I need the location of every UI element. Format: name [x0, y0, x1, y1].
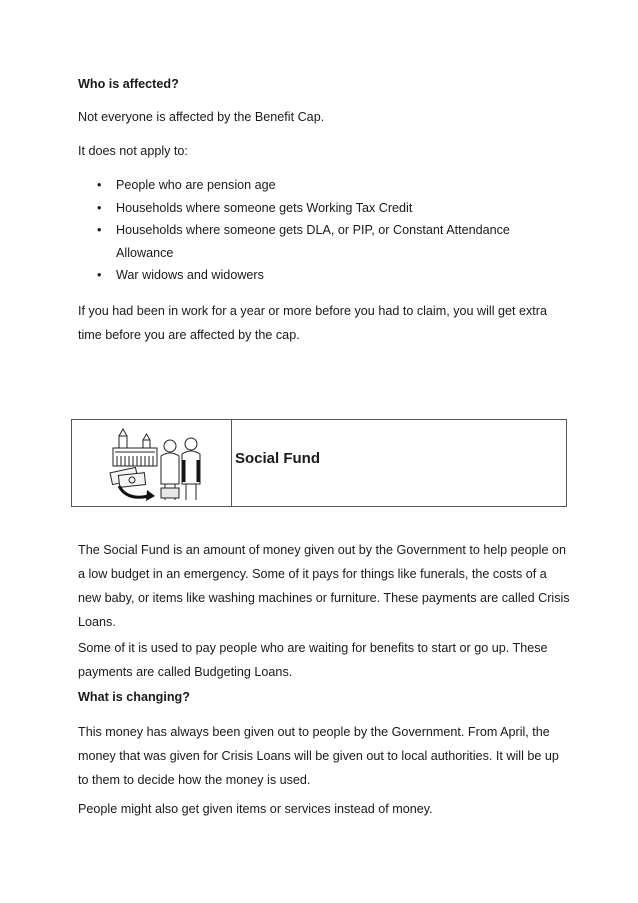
list-item-text: Households where someone gets DLA, or PIP, or Constant Attendance Allowance	[116, 223, 510, 260]
list-item-text: Households where someone gets Working Tax Credit	[116, 200, 413, 215]
paragraph-not-everyone: Not everyone is affected by the Benefit Cap.	[78, 110, 325, 124]
list-item-text: War widows and widowers	[116, 268, 264, 282]
bullet-icon: •	[97, 178, 102, 192]
list-item	[78, 174, 538, 197]
list-item	[78, 219, 538, 264]
social-fund-header-box	[71, 419, 567, 507]
paragraph-extra-time: If you had been in work for a year or more before you had to claim, you will get extra time before you are affected by the cap.	[78, 304, 548, 342]
bullet-icon: •	[97, 223, 102, 237]
list-item	[78, 264, 538, 287]
heading-who-is-affected: Who is affected?	[78, 77, 179, 91]
paragraph-changing: This money has always been given out to people by the Government. From April, the money that was given for Crisis Loans will be given out to local authorities. It will be up to them to decide how the money is used.	[78, 725, 559, 787]
heading-what-is-changing: What is changing?	[78, 690, 190, 704]
paragraph-items-or-services: People might also get given items or services instead of money.	[78, 802, 433, 816]
list-item-text: People who are pension age	[116, 178, 276, 192]
paragraph-budgeting-loans: Some of it is used to pay people who are waiting for benefits to start or go up. These payments are called Budgeting Loans.	[78, 641, 548, 679]
paragraph-does-not-apply: It does not apply to:	[78, 144, 188, 158]
exemption-list	[78, 174, 538, 287]
section-title-social-fund: Social Fund	[235, 450, 321, 467]
bullet-icon: •	[97, 268, 102, 282]
bullet-icon: •	[97, 200, 102, 215]
paragraph-social-fund-intro: The Social Fund is an amount of money given out by the Government to help people on a low budget in an emergency. Some of it pays for things like funerals, the costs of a new baby, or items like washing machines or furniture. These payments are called Crisis Loans.	[78, 543, 570, 629]
box-divider	[231, 420, 232, 506]
parliament-money-people-icon	[105, 426, 210, 504]
list-item	[78, 197, 538, 220]
